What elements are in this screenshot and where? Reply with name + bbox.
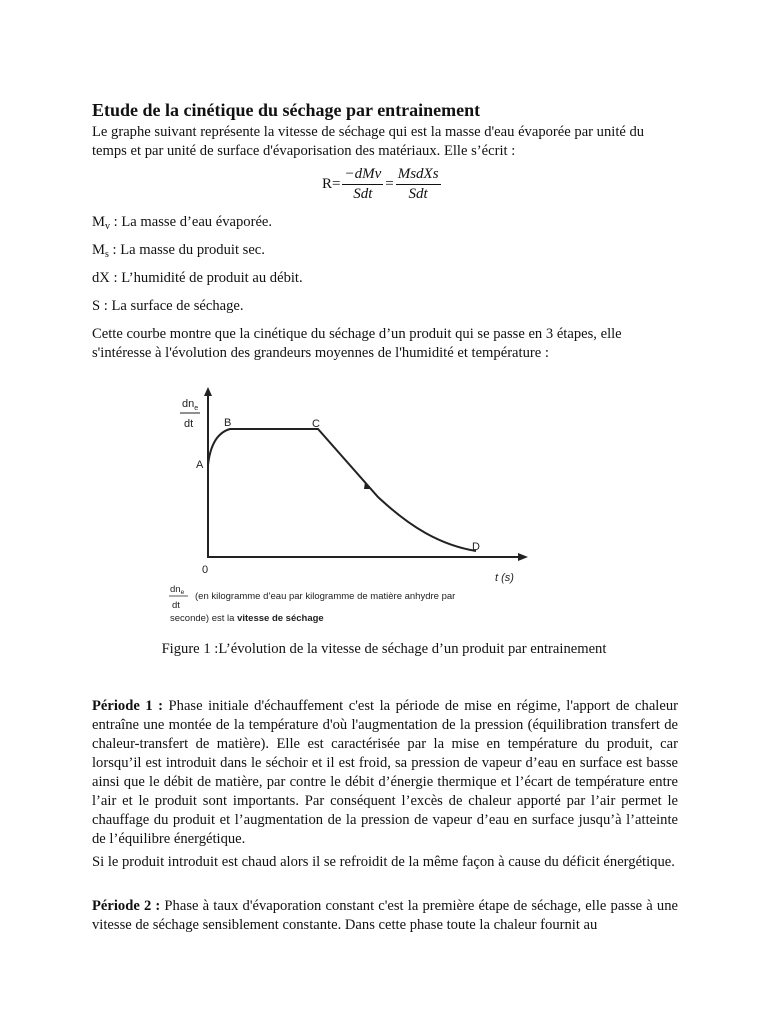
drying-curve-figure [160, 385, 540, 630]
variable-dx [92, 270, 303, 287]
legend-fraction-numerator: $dn_e$ [170, 584, 185, 596]
y-axis-label-numerator: $dn_e$ [182, 398, 199, 412]
point-label-a: A [196, 459, 204, 471]
legend-fraction-denominator: dt [172, 600, 180, 611]
formula-equals: = [385, 176, 394, 192]
periode-1-followup-paragraph: Si le produit introduit est chaud alors il se refroidit de la même façon à cause du déficit énergétique. [92, 854, 675, 870]
drying-rate-curve [208, 429, 476, 551]
y-axis-arrow [204, 387, 212, 396]
legend-line-2: seconde) est la vitesse de séchage [170, 613, 324, 624]
y-axis-label-denominator: dt [184, 418, 194, 430]
x-axis-label: t (s) [495, 572, 514, 584]
variable-definition: : La masse du produit sec. [108, 242, 265, 258]
origin-label: 0 [202, 564, 209, 576]
periode-1-text: Phase initiale d'échauffement c'est la période de mise en régime, l'apport de chaleur entraîne une montée de la température d'où l'augmentation de la pression (équilibration transfert de chaleur-transfert de matière). Elle est caractérisée par la mise en température du produit, car lorsqu’il est introduit dans le séchoir et il est froid, sa pression de vapeur d’eau en surface est basse ainsi que le débit de matière, par contre le débit d’énergie thermique et l’écart de température entre l’air et le produit sont importants. Par conséquent l’excès de chaleur apporté par l’air permet le chauffage du produit et l’augmentation de la pression de vapeur d’eau en surface jusqu’à l’atteinte de l’équilibre énergétique. [92, 698, 678, 847]
fraction-2-numerator: MsdXs [396, 166, 441, 185]
variable-definition: : L’humidité de produit au débit. [109, 270, 303, 286]
formula-fraction-1 [342, 166, 383, 203]
figure-caption: Figure 1 :L’évolution de la vitesse de séchage d’un produit par entrainement [161, 641, 607, 657]
section-title: Etude de la cinétique du séchage par entrainement [92, 100, 481, 120]
variable-definition: : La masse d’eau évaporée. [109, 214, 273, 230]
legend-line-1: (en kilogramme d’eau par kilogramme de matière anhydre par [195, 591, 456, 602]
variable-definition: : La surface de séchage. [100, 298, 244, 314]
point-label-d: D [472, 541, 480, 553]
point-label-c: C [312, 418, 320, 430]
curve-intro-paragraph: Cette courbe montre que la cinétique du séchage d’un produit qui se passe en 3 étapes, elle s'intéresse à l'évolution des grandeurs moyennes de l'humidité et température : [92, 326, 622, 361]
point-label-b: B [224, 417, 232, 429]
variable-mv [92, 214, 272, 232]
fraction-2-denominator: Sdt [408, 186, 428, 202]
periode-2-lead: Période 2 : [92, 898, 161, 914]
fraction-1-denominator: Sdt [353, 186, 373, 202]
periode-1-lead: Période 1 : [92, 698, 164, 714]
intro-paragraph: Le graphe suivant représente la vitesse de séchage qui est la masse d'eau évaporée par unité du temps et par unité de surface d'évaporisation des matériaux. Elle s’écrit : [92, 124, 645, 159]
variable-ms [92, 242, 265, 260]
drying-rate-formula [322, 166, 443, 203]
variable-symbol: S [92, 298, 101, 314]
formula-fraction-2 [396, 166, 441, 203]
curve-direction-arrow [364, 482, 372, 489]
variable-s [92, 298, 244, 315]
variable-subscript: v [104, 221, 110, 232]
variable-symbol: M [92, 214, 105, 230]
variable-symbol: M [92, 242, 105, 258]
periode-2-text: Phase à taux d'évaporation constant c'est la première étape de séchage, elle passe à une vitesse de séchage sensiblement constante. Dans cette phase toute la chaleur fournit au [92, 898, 678, 933]
periode-2-paragraph [92, 897, 678, 935]
variable-symbol: dX [92, 270, 110, 286]
formula-lhs: R= [322, 176, 341, 192]
x-axis-arrow [518, 553, 528, 561]
fraction-1-numerator: −dMv [342, 166, 383, 185]
periode-1-paragraph [92, 697, 678, 849]
variable-subscript: s [104, 249, 109, 260]
